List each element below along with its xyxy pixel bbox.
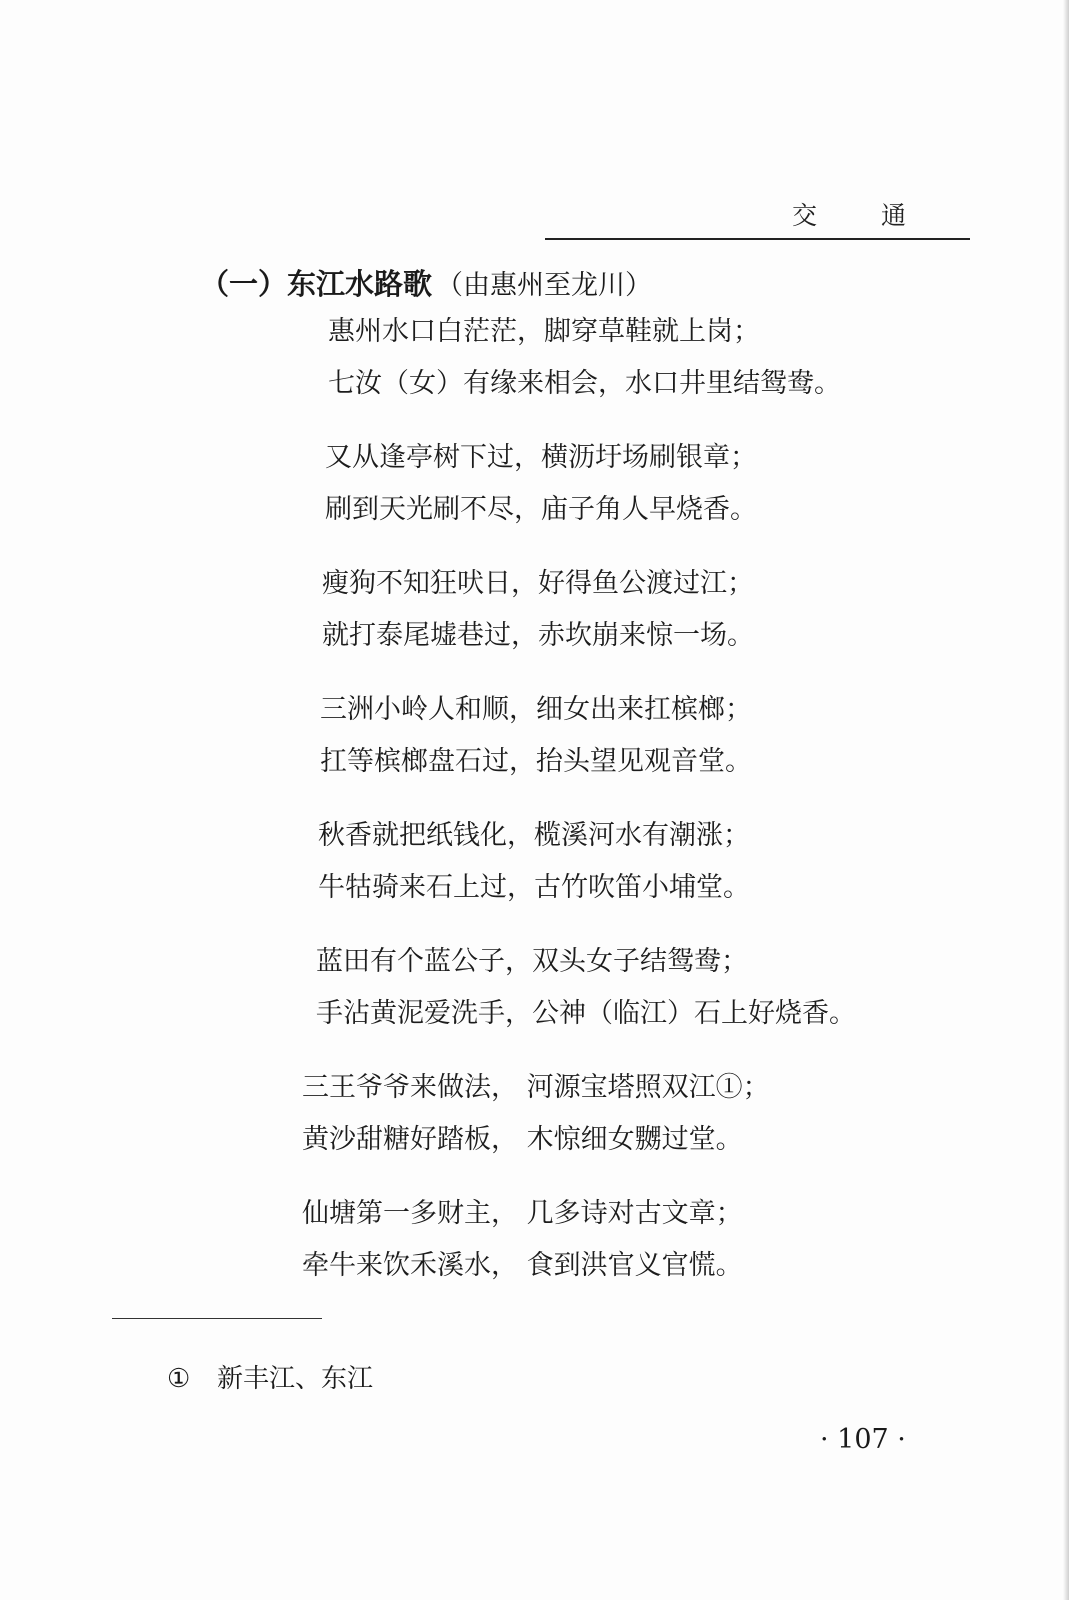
verse-line: 三王爷爷来做法， 河源宝塔照双江①；	[302, 1072, 770, 1103]
verse-line: 刷到天光刷不尽，庙子角人早烧香。	[325, 494, 757, 525]
page-number: · 107 ·	[820, 1424, 906, 1455]
verse-line: 就打泰尾墟巷过，赤坎崩来惊一场。	[322, 620, 754, 651]
stanza-2	[325, 432, 757, 536]
stanza-5	[318, 810, 750, 914]
verse-line: 蓝田有个蓝公子，双头女子结鸳鸯；	[316, 946, 748, 977]
stanza-7	[302, 1062, 770, 1166]
footnote-marker: ①	[167, 1364, 191, 1394]
running-header: 交 通	[792, 201, 934, 230]
stanza-6	[316, 936, 856, 1040]
verse-line: 仙塘第一多财主， 几多诗对古文章；	[302, 1198, 743, 1229]
page-edge-shadow	[1063, 0, 1069, 1600]
stanza-4	[320, 684, 752, 788]
footnote-rule	[112, 1318, 322, 1319]
verse-line: 三洲小岭人和顺，细女出来扛槟榔；	[320, 694, 752, 725]
header-rule	[545, 238, 970, 240]
verse-line: 惠州水口白茫茫，脚穿草鞋就上岗；	[328, 316, 760, 347]
footnote	[167, 1358, 373, 1395]
verse-line: 瘦狗不知狂吠日，好得鱼公渡过江；	[322, 568, 754, 599]
verse-line: 牛牯骑来石上过，古竹吹笛小埔堂。	[318, 872, 750, 903]
verse-line: 黄沙甜糖好踏板， 木惊细女嬲过堂。	[302, 1124, 743, 1155]
verse-line: 扛等槟榔盘石过，抬头望见观音堂。	[320, 746, 752, 777]
verse-line: 牵牛来饮禾溪水， 食到洪官义官慌。	[302, 1250, 743, 1281]
verse-line: 秋香就把纸钱化，榄溪河水有潮涨；	[318, 820, 750, 851]
section-title-main: （一）东江水路歌	[200, 267, 433, 301]
verse-line: 七汝（女）有缘来相会，水口井里结鸳鸯。	[328, 368, 841, 399]
section-title	[200, 262, 652, 303]
verse-line: 又从逢亭树下过，横沥圩场刷银章；	[325, 442, 757, 473]
section-subtitle: （由惠州至龙川）	[436, 270, 653, 301]
stanza-8	[302, 1188, 743, 1292]
stanza-3	[322, 558, 754, 662]
footnote-text: 新丰江、东江	[217, 1364, 374, 1394]
verse-line: 手沾黄泥爱洗手，公神（临江）石上好烧香。	[316, 998, 856, 1029]
stanza-1	[328, 306, 841, 410]
